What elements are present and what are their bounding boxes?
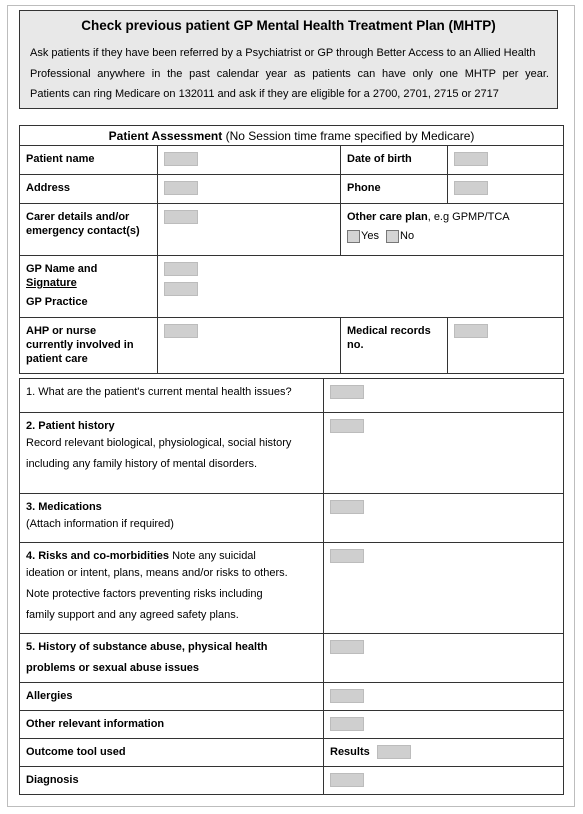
q5-line-2: problems or sexual abuse issues bbox=[26, 662, 200, 674]
yes-label: Yes bbox=[361, 230, 379, 242]
q1-label: 1. What are the patient's current mental health issues? bbox=[26, 386, 292, 398]
q5-cell bbox=[20, 634, 324, 683]
carer-label-line-1: Carer details and/or bbox=[26, 211, 130, 223]
notice-title: Check previous patient GP Mental Health Treatment Plan (MHTP) bbox=[81, 18, 496, 33]
gp-name-field[interactable] bbox=[164, 262, 198, 276]
gp-practice-field[interactable] bbox=[164, 282, 198, 296]
q2-line-1: Record relevant biological, physiological, social history bbox=[26, 437, 292, 449]
clinical-questions-table bbox=[19, 378, 564, 795]
other-info-answer-cell bbox=[324, 711, 564, 739]
other-info-field[interactable] bbox=[330, 717, 364, 731]
q1-field[interactable] bbox=[330, 385, 364, 399]
assessment-heading-note: (No Session time frame specified by Medicare) bbox=[222, 128, 475, 143]
carer-label-cell bbox=[20, 204, 158, 256]
ahp-field[interactable] bbox=[164, 324, 198, 338]
q4-inline-note: Note any suicidal bbox=[169, 550, 256, 562]
medical-records-field[interactable] bbox=[454, 324, 488, 338]
medical-records-cell bbox=[448, 318, 564, 374]
assessment-heading-bold: Patient Assessment bbox=[108, 128, 223, 143]
address-cell bbox=[158, 175, 341, 204]
patient-name-label-cell bbox=[20, 146, 158, 175]
dob-label-cell bbox=[341, 146, 448, 175]
results-field[interactable] bbox=[377, 745, 411, 759]
outcome-cell bbox=[20, 739, 324, 767]
q4-line-2: ideation or intent, plans, means and/or risks to others. bbox=[26, 567, 288, 579]
patient-name-field[interactable] bbox=[164, 152, 198, 166]
other-care-plan-label: Other care plan bbox=[347, 211, 428, 223]
phone-field[interactable] bbox=[454, 181, 488, 195]
notice-line-1: Ask patients if they have been referred by a Psychiatrist or GP through Better Access to an Allied Health bbox=[30, 47, 536, 59]
q3-line-1: (Attach information if required) bbox=[26, 518, 174, 530]
other-care-plan-cell bbox=[341, 204, 564, 256]
gp-practice-label: GP Practice bbox=[26, 296, 88, 308]
q4-line-4: family support and any agreed safety plans. bbox=[26, 609, 239, 621]
gp-cell bbox=[158, 256, 564, 318]
patient-name-label: Patient name bbox=[26, 153, 95, 165]
q2-line-2: including any family history of mental disorders. bbox=[26, 458, 258, 470]
ahp-cell bbox=[158, 318, 341, 374]
assessment-heading bbox=[20, 126, 564, 146]
carer-cell bbox=[158, 204, 341, 256]
allergies-field[interactable] bbox=[330, 689, 364, 703]
other-care-plan-example: , e.g GPMP/TCA bbox=[427, 211, 510, 223]
q5-answer-cell bbox=[324, 634, 564, 683]
diagnosis-label: Diagnosis bbox=[26, 774, 79, 786]
allergies-cell bbox=[20, 683, 324, 711]
allergies-answer-cell bbox=[324, 683, 564, 711]
phone-cell bbox=[448, 175, 564, 204]
q2-cell bbox=[20, 413, 324, 494]
phone-label: Phone bbox=[347, 182, 381, 194]
q2-field[interactable] bbox=[330, 419, 364, 433]
no-label: No bbox=[400, 230, 415, 242]
patient-assessment-table bbox=[19, 125, 564, 374]
ahp-label-line-2: currently involved in bbox=[26, 339, 134, 351]
q3-cell bbox=[20, 494, 324, 543]
address-label: Address bbox=[26, 182, 71, 194]
diagnosis-cell bbox=[20, 767, 324, 795]
notice-line-2: Professional anywhere in the past calendar year as patients can have only one MHTP per year. bbox=[30, 68, 549, 80]
q5-line-1: 5. History of substance abuse, physical health bbox=[26, 641, 268, 653]
q4-line-3: Note protective factors preventing risks including bbox=[26, 588, 263, 600]
address-field[interactable] bbox=[164, 181, 198, 195]
dob-cell bbox=[448, 146, 564, 175]
dob-label: Date of birth bbox=[347, 153, 412, 165]
dob-field[interactable] bbox=[454, 152, 488, 166]
q4-field[interactable] bbox=[330, 549, 364, 563]
q3-answer-cell bbox=[324, 494, 564, 543]
other-info-cell bbox=[20, 711, 324, 739]
q2-title: 2. Patient history bbox=[26, 420, 115, 432]
phone-label-cell bbox=[341, 175, 448, 204]
carer-field[interactable] bbox=[164, 210, 198, 224]
medical-records-label-cell bbox=[341, 318, 448, 374]
signature-label: Signature bbox=[26, 277, 77, 289]
q4-cell bbox=[20, 543, 324, 634]
notice-line-3: Patients can ring Medicare on 132011 and ask if they are eligible for a 2700, 2701, 2715 or 2717 bbox=[30, 88, 499, 100]
gp-name-label: GP Name and bbox=[26, 263, 98, 275]
ahp-label-cell bbox=[20, 318, 158, 374]
medical-records-label-line-1: Medical records bbox=[347, 325, 431, 337]
q1-cell bbox=[20, 379, 324, 413]
no-checkbox[interactable] bbox=[386, 230, 399, 243]
yes-checkbox[interactable] bbox=[347, 230, 360, 243]
results-label: Results bbox=[330, 746, 370, 758]
mhtp-notice-box bbox=[19, 10, 558, 109]
allergies-label: Allergies bbox=[26, 690, 73, 702]
other-info-label: Other relevant information bbox=[26, 718, 165, 730]
gp-label-cell bbox=[20, 256, 158, 318]
outcome-label: Outcome tool used bbox=[26, 746, 126, 758]
q3-field[interactable] bbox=[330, 500, 364, 514]
ahp-label-line-3: patient care bbox=[26, 353, 88, 365]
address-label-cell bbox=[20, 175, 158, 204]
q3-title: 3. Medications bbox=[26, 501, 102, 513]
ahp-label-line-1: AHP or nurse bbox=[26, 325, 97, 337]
patient-name-cell bbox=[158, 146, 341, 175]
q2-answer-cell bbox=[324, 413, 564, 494]
diagnosis-answer-cell bbox=[324, 767, 564, 795]
diagnosis-field[interactable] bbox=[330, 773, 364, 787]
carer-label-line-2: emergency contact(s) bbox=[26, 225, 140, 237]
q1-answer-cell bbox=[324, 379, 564, 413]
q4-answer-cell bbox=[324, 543, 564, 634]
medical-records-label-line-2: no. bbox=[347, 339, 364, 351]
q5-field[interactable] bbox=[330, 640, 364, 654]
q4-title: 4. Risks and co-morbidities bbox=[26, 550, 170, 562]
results-cell bbox=[324, 739, 564, 767]
